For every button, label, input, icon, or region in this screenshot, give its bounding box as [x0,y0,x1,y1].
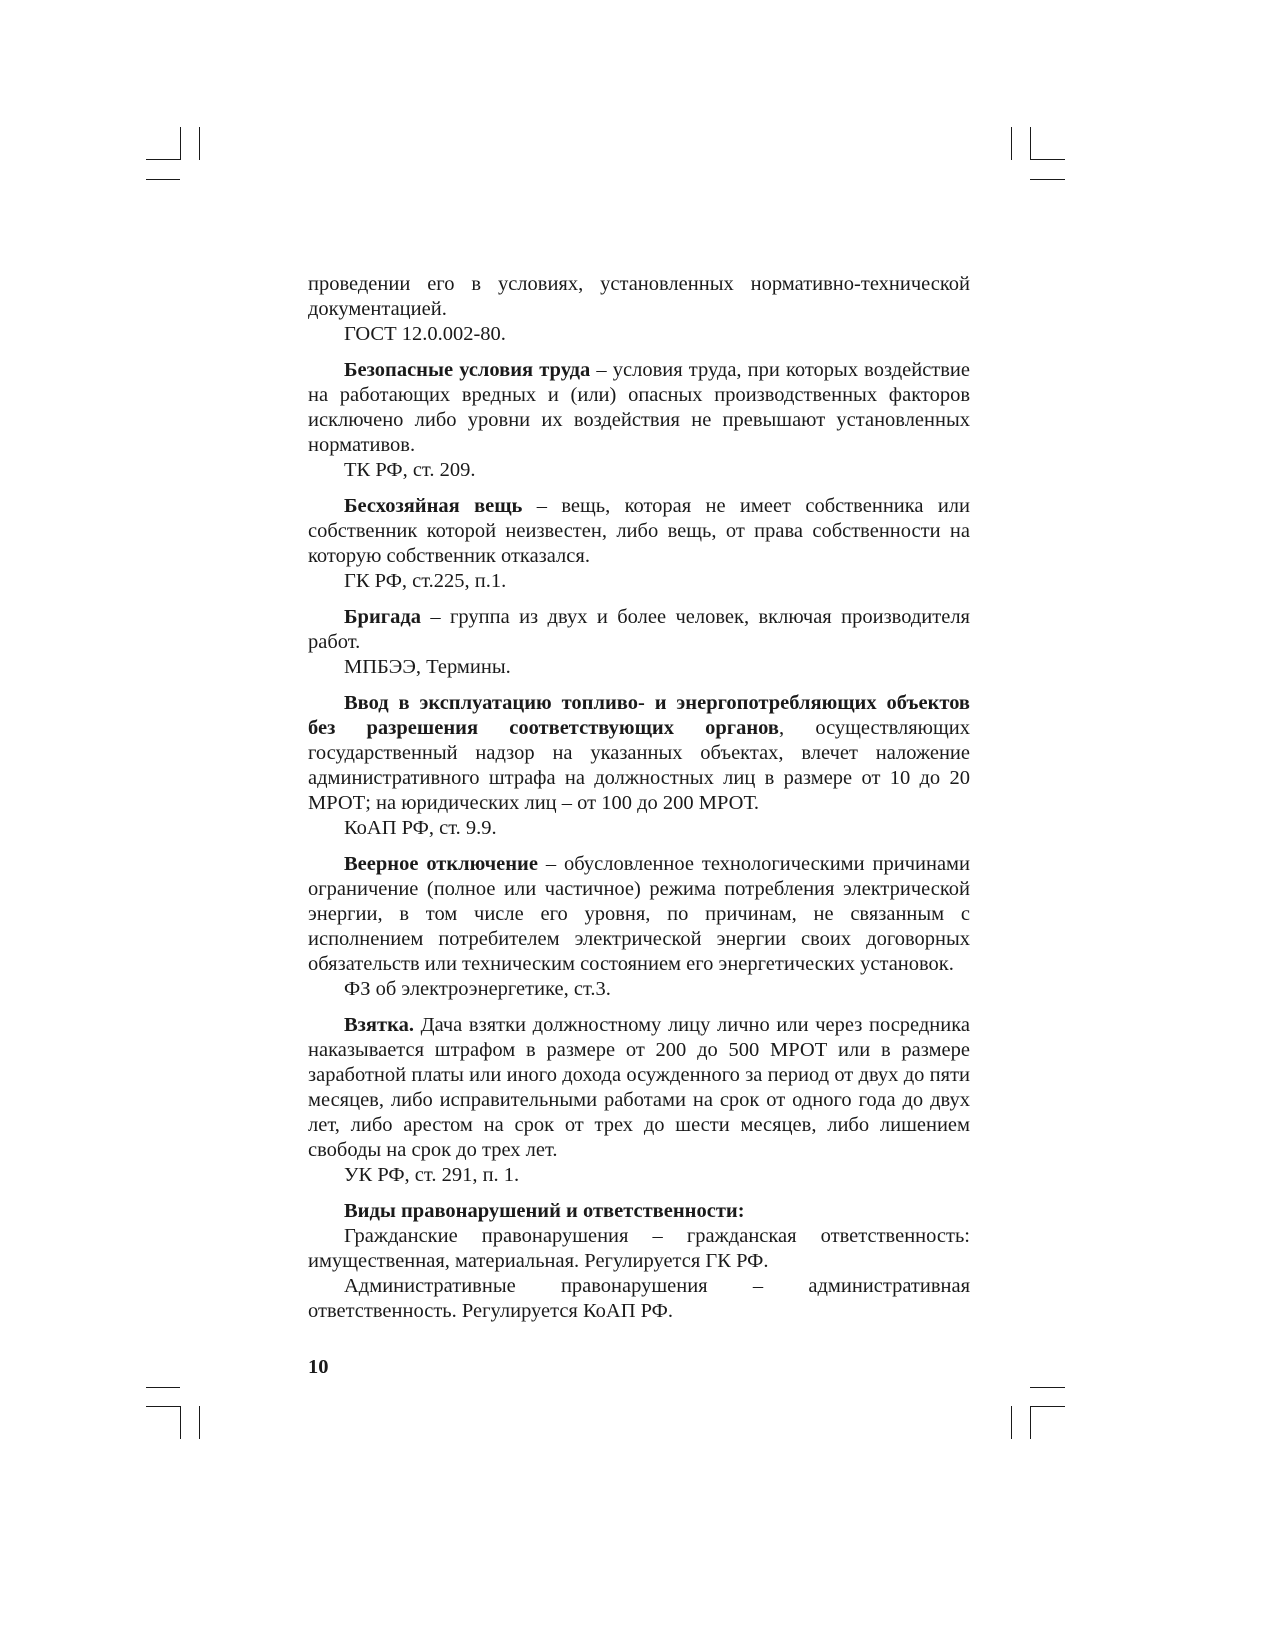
crop-mark-bottom-right-v2 [1030,1406,1031,1439]
glossary-text [308,272,970,1335]
entry-body [308,494,970,569]
glossary-entry [308,358,970,483]
glossary-entry-types [308,1199,970,1324]
entry-text: проведении его в условиях, установленных нормативно-технической документацией. [308,273,970,320]
entry-term: Безопасные условия труда [344,359,591,381]
entry-term: Бесхозяйная вещь [344,495,523,517]
crop-mark-bottom-right-v1 [1011,1406,1012,1439]
crop-mark-bottom-right-h [1030,1406,1065,1407]
crop-mark-bottom-left-h2 [146,1387,180,1388]
crop-mark-bottom-right-h2 [1030,1387,1065,1388]
glossary-entry-continuation [308,272,970,347]
entry-text: – группа из двух и более человек, включая производителя работ. [308,606,970,653]
crop-mark-bottom-left-h [146,1406,180,1407]
entry-source: ТК РФ, ст. 209. [344,459,476,481]
entry-text: – вещь, которая не имеет собственника или собственник которой неизвестен, либо вещь, от права собственности на которую собственник отказался. [308,495,971,567]
crop-mark-bottom-left-v2 [199,1406,200,1439]
entry-paragraph: Гражданские правонарушения – гражданская ответственность: имущественная, материальная. Регулируется ГК РФ. [308,1225,970,1272]
page-number: 10 [308,1356,329,1378]
crop-mark-top-right-v1 [1011,127,1012,160]
entry-term: Взятка. [344,1014,414,1036]
entry-text: – условия труда, при которых воздействие на работающих вредных и (или) опасных производственных факторов исключено либо уровни их воздействия не превышают установленных нормативов. [308,359,970,456]
entry-text: – обусловленное технологическими причинами ограничение (полное или частичное) режима потребления электрической энергии, в том числе его уровня, по причинам, не связанным с исполнением потребителем электрической энергии своих договорных обязательств или техническим состоянием его энергетических установок. [308,853,970,975]
entry-body [308,358,970,458]
entry-text: , осуществляющих государственный надзор на указанных объектах, влечет наложение административного штрафа на должностных лиц в размере от 10 до 20 МРОТ; на юридических лиц – от 100 до 200 МРОТ. [308,717,970,814]
entry-paragraph: Административные правонарушения – административная ответственность. Регулируется КоАП РФ. [308,1275,970,1322]
entry-body [308,852,970,977]
entry-source: УК РФ, ст. 291, п. 1. [344,1164,520,1186]
glossary-entry [308,605,970,680]
crop-mark-top-right-v2 [1030,127,1031,160]
glossary-entry [308,691,970,841]
entry-term: Бригада [344,606,421,628]
entry-source: ФЗ об электроэнергетике, ст.3. [344,978,611,1000]
entry-source: ГК РФ, ст.225, п.1. [344,570,507,592]
crop-mark-top-right-h [1030,159,1065,160]
crop-mark-bottom-left-v1 [180,1406,181,1439]
entry-text: Дача взятки должностному лицу лично или через посредника наказывается штрафом в размере от 200 до 500 МРОТ или в размере заработной платы или иного дохода осужденного за период от двух до пяти месяцев, либо исправительными работами на срок от одного года до двух лет, либо арестом на срок от трех до шести месяцев, либо лишением свободы на срок до трех лет. [308,1014,970,1161]
crop-mark-top-left-v2 [199,127,200,160]
entry-term: Виды правонарушений и ответственности: [344,1200,745,1222]
crop-mark-top-left-v1 [180,127,181,160]
entry-source: ГОСТ 12.0.002-80. [344,323,506,345]
entry-body [308,1199,970,1224]
entry-source: КоАП РФ, ст. 9.9. [344,817,497,839]
crop-mark-top-right-h2 [1030,179,1065,180]
entry-body [308,1013,970,1163]
entry-body [308,691,970,816]
crop-mark-top-left-h [146,159,180,160]
entry-term: Веерное отключение [344,853,538,875]
glossary-entry [308,852,970,1002]
glossary-entry [308,1013,970,1188]
crop-mark-top-left-h2 [146,179,180,180]
entry-term: Ввод в эксплуатацию топливо- и энергопотребляющих объектов без разрешения соответствующих органов [308,692,970,739]
glossary-entry [308,494,970,594]
entry-body [308,605,970,655]
entry-source: МПБЭЭ, Термины. [344,656,511,678]
